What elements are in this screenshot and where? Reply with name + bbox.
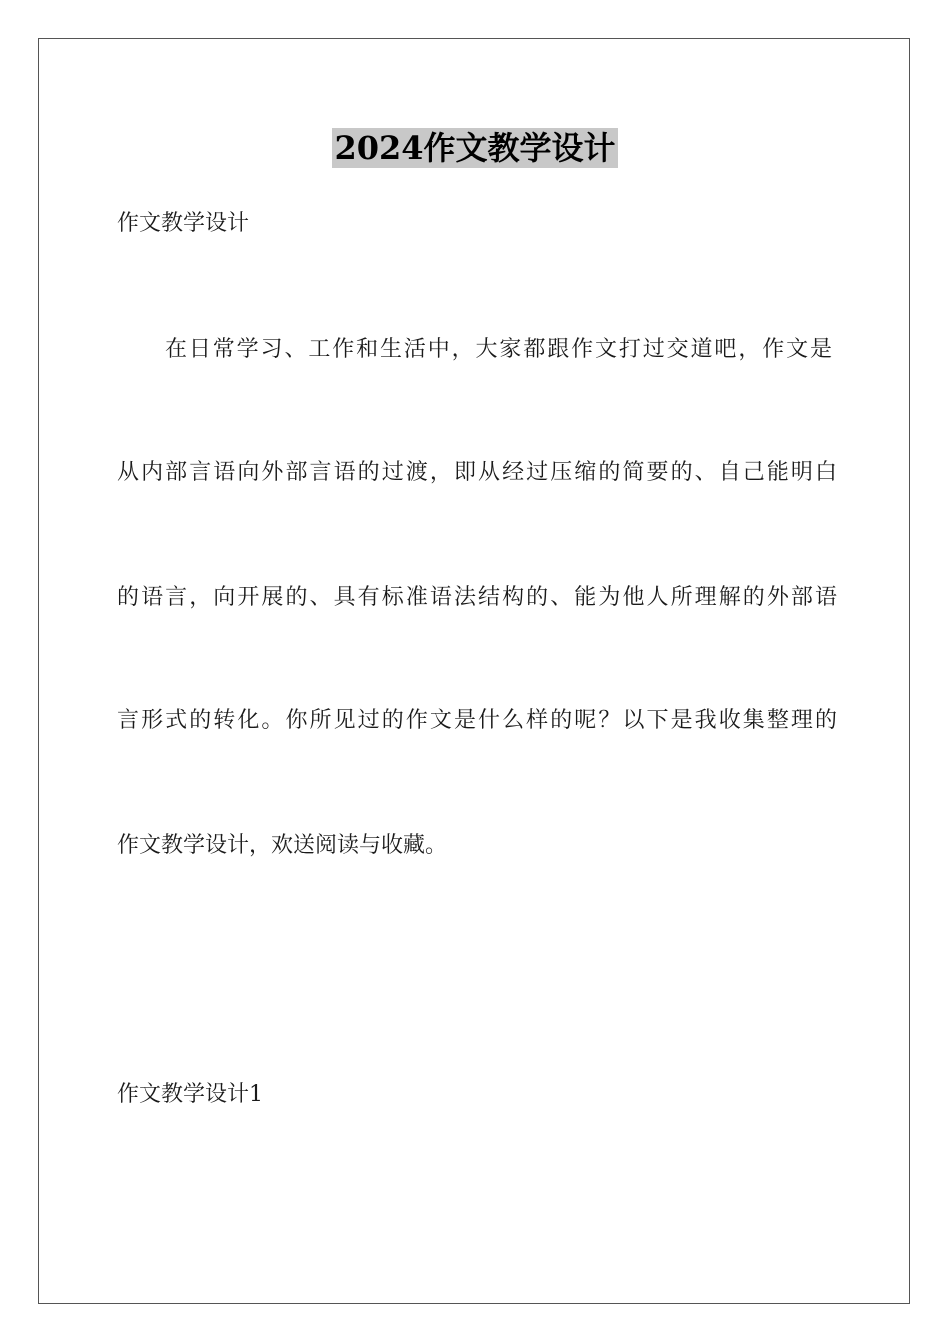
paragraph-line-5: 作文教学设计，欢送阅读与收藏。 <box>117 833 448 858</box>
paragraph-line-4: 言形式的转化。你所见过的作文是什么样的呢？以下是我收集整理的 <box>117 708 837 733</box>
paragraph-line-3: 的语言，向开展的、具有标准语法结构的、能为他人所理解的外部语 <box>117 585 837 610</box>
section-heading: 作文教学设计1 <box>117 1082 263 1107</box>
paragraph-line-1: 在日常学习、工作和生活中，大家都跟作文打过交道吧，作文是 <box>165 337 832 362</box>
document-subtitle: 作文教学设计 <box>117 211 250 236</box>
paragraph-line-2: 从内部言语向外部言语的过渡，即从经过压缩的简要的、自己能明白 <box>117 460 837 485</box>
document-title: 2024作文教学设计 <box>334 129 616 167</box>
title-container <box>0 128 950 168</box>
